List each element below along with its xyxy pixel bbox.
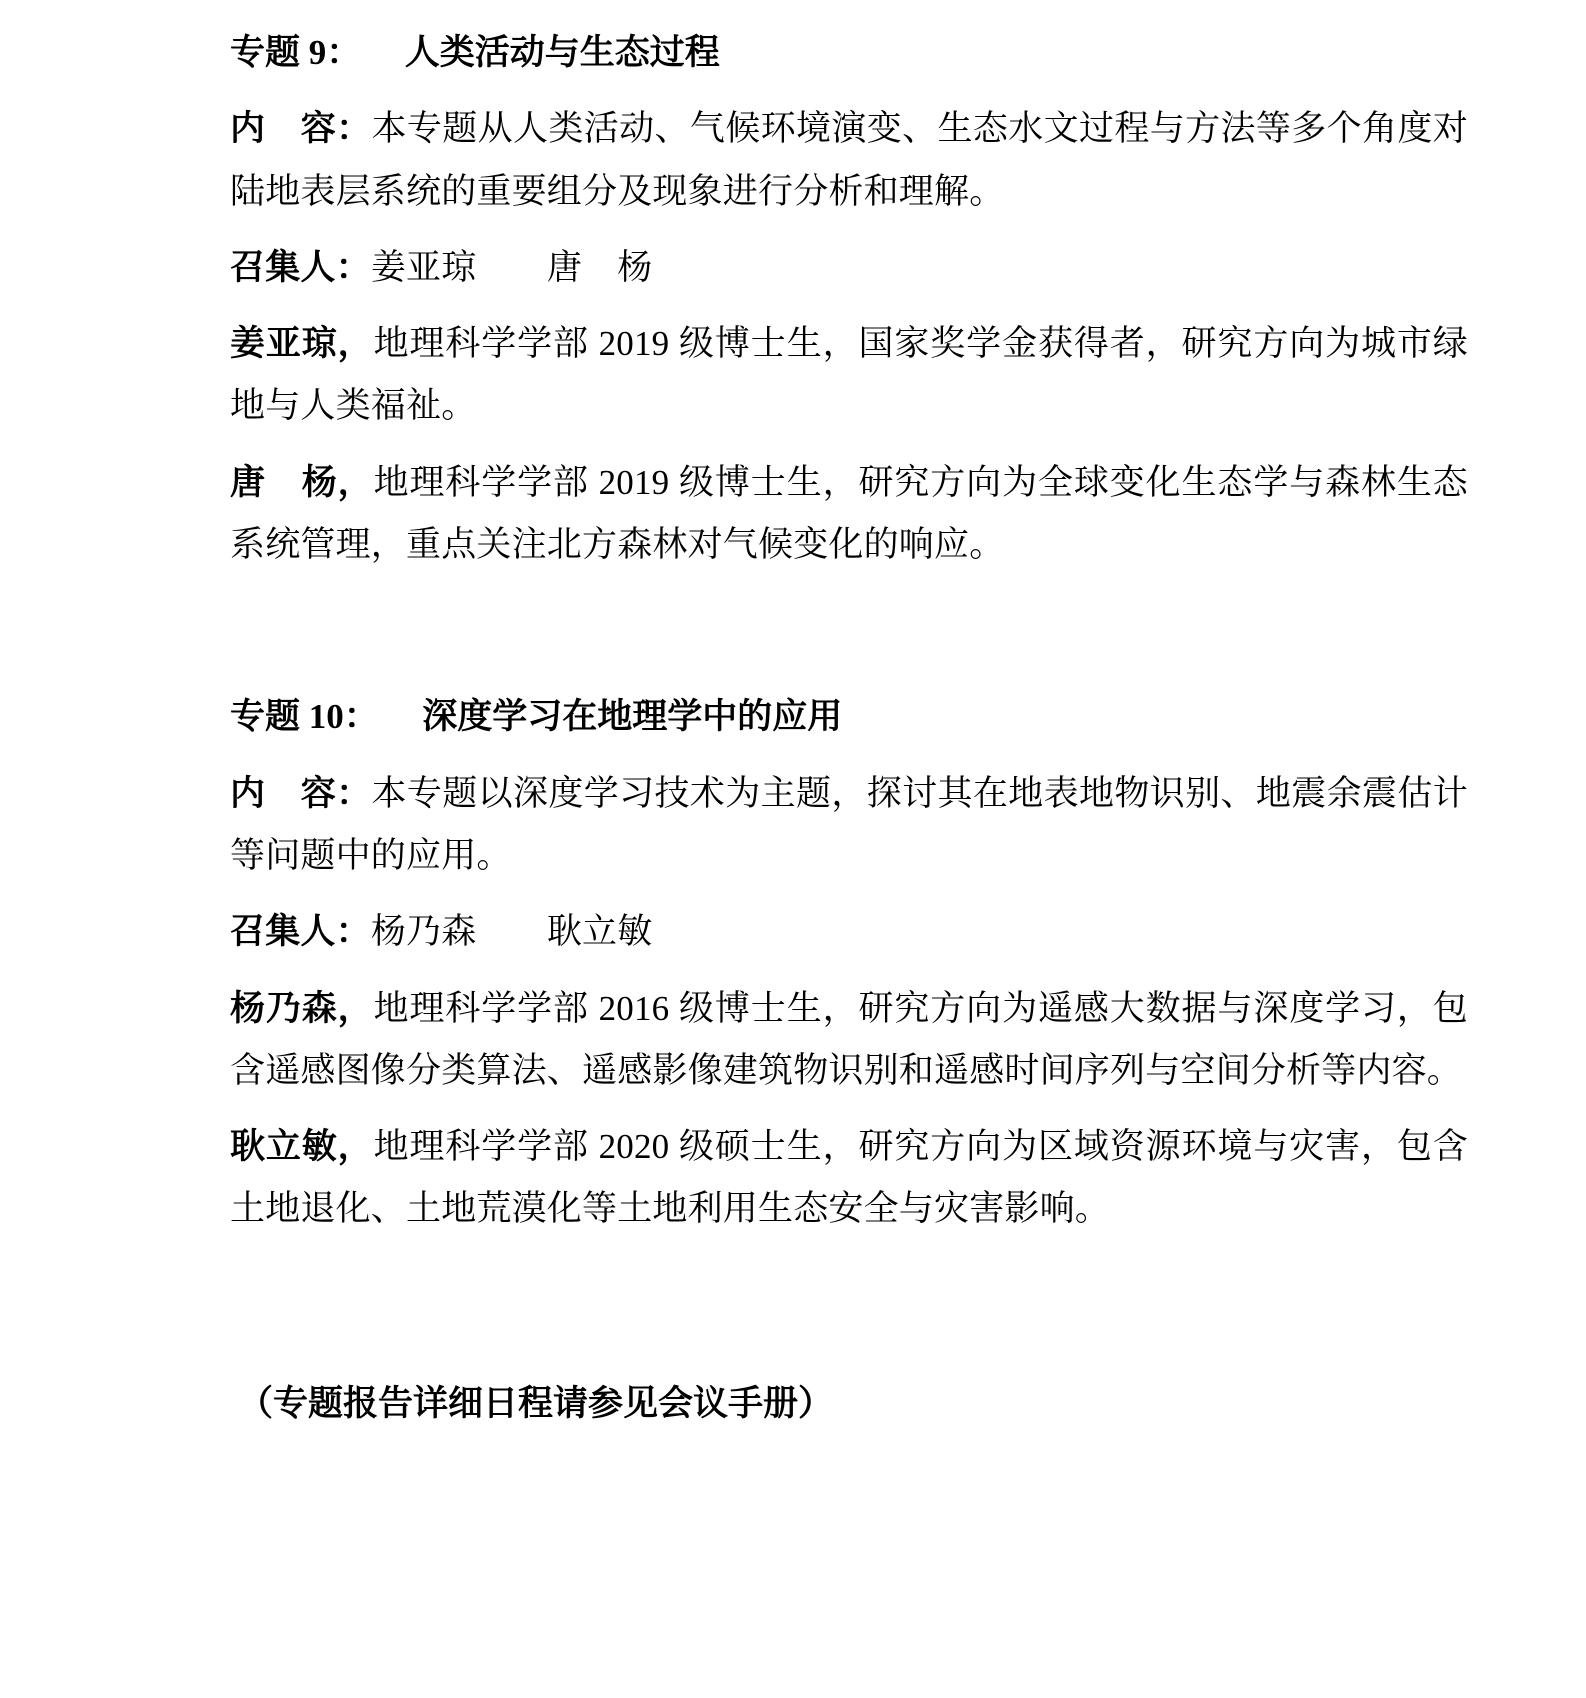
content-text-10: 本专题以深度学习技术为主题，探讨其在地表地物识别、地震余震估计等问题中的应用。 bbox=[230, 773, 1468, 875]
bio-name: 姜亚琼， bbox=[230, 324, 374, 364]
bio-text: 地理科学学部 2019 级博士生，国家奖学金获得者，研究方向为城市绿地与人类福祉。 bbox=[230, 324, 1468, 426]
topic-label-9: 专题 9： bbox=[230, 33, 362, 72]
section-divider-space bbox=[230, 590, 1468, 686]
bio-paragraph bbox=[230, 978, 1468, 1103]
bio-paragraph bbox=[230, 452, 1468, 577]
convener-label-9: 召集人： bbox=[230, 247, 371, 287]
convener-names-10: 杨乃森 耿立敏 bbox=[370, 912, 653, 952]
bio-text: 地理科学学部 2019 级博士生，研究方向为全球变化生态学与森林生态系统管理，重点关注北方森林对气候变化的响应。 bbox=[230, 462, 1468, 565]
topic-title-10: 深度学习在地理学中的应用 bbox=[422, 697, 843, 737]
topic-convener-10 bbox=[230, 901, 1468, 963]
topic-heading-9 bbox=[230, 22, 1468, 84]
topic-content-9 bbox=[230, 98, 1468, 223]
content-label-9: 内 容： bbox=[230, 109, 372, 149]
bio-text: 地理科学学部 2016 级博士生，研究方向为遥感大数据与深度学习，包含遥感图像分类算法、遥感影像建筑物识别和遥感时间序列与空间分析等内容。 bbox=[230, 988, 1468, 1090]
topic-label-10: 专题 10： bbox=[230, 697, 379, 737]
topic-convener-9 bbox=[230, 237, 1468, 299]
topic-title-9: 人类活动与生态过程 bbox=[404, 33, 720, 72]
convener-names-9: 姜亚琼 唐 杨 bbox=[370, 247, 653, 287]
convener-label-10: 召集人： bbox=[230, 912, 371, 952]
topic-content-10 bbox=[230, 763, 1468, 888]
content-text-9: 本专题从人类活动、气候环境演变、生态水文过程与方法等多个角度对陆地表层系统的重要组分及现象进行分析和理解。 bbox=[230, 109, 1468, 211]
topic-section-9 bbox=[230, 22, 1468, 576]
footer-note: （专题报告详细日程请参见会议手册） bbox=[238, 1383, 834, 1423]
bio-text: 地理科学学部 2020 级硕士生，研究方向为区域资源环境与灾害，包含土地退化、土地荒漠化等土地利用生态安全与灾害影响。 bbox=[230, 1127, 1468, 1229]
bio-name: 耿立敏， bbox=[230, 1127, 374, 1167]
content-label-10: 内 容： bbox=[230, 773, 372, 813]
topic-heading-10 bbox=[230, 686, 1468, 748]
footer-space bbox=[230, 1255, 1468, 1373]
topic-section-10 bbox=[230, 686, 1468, 1240]
bio-paragraph bbox=[230, 1116, 1468, 1241]
bio-name: 唐 杨， bbox=[230, 462, 374, 502]
bio-name: 杨乃森， bbox=[230, 988, 374, 1028]
bio-paragraph bbox=[230, 313, 1468, 438]
